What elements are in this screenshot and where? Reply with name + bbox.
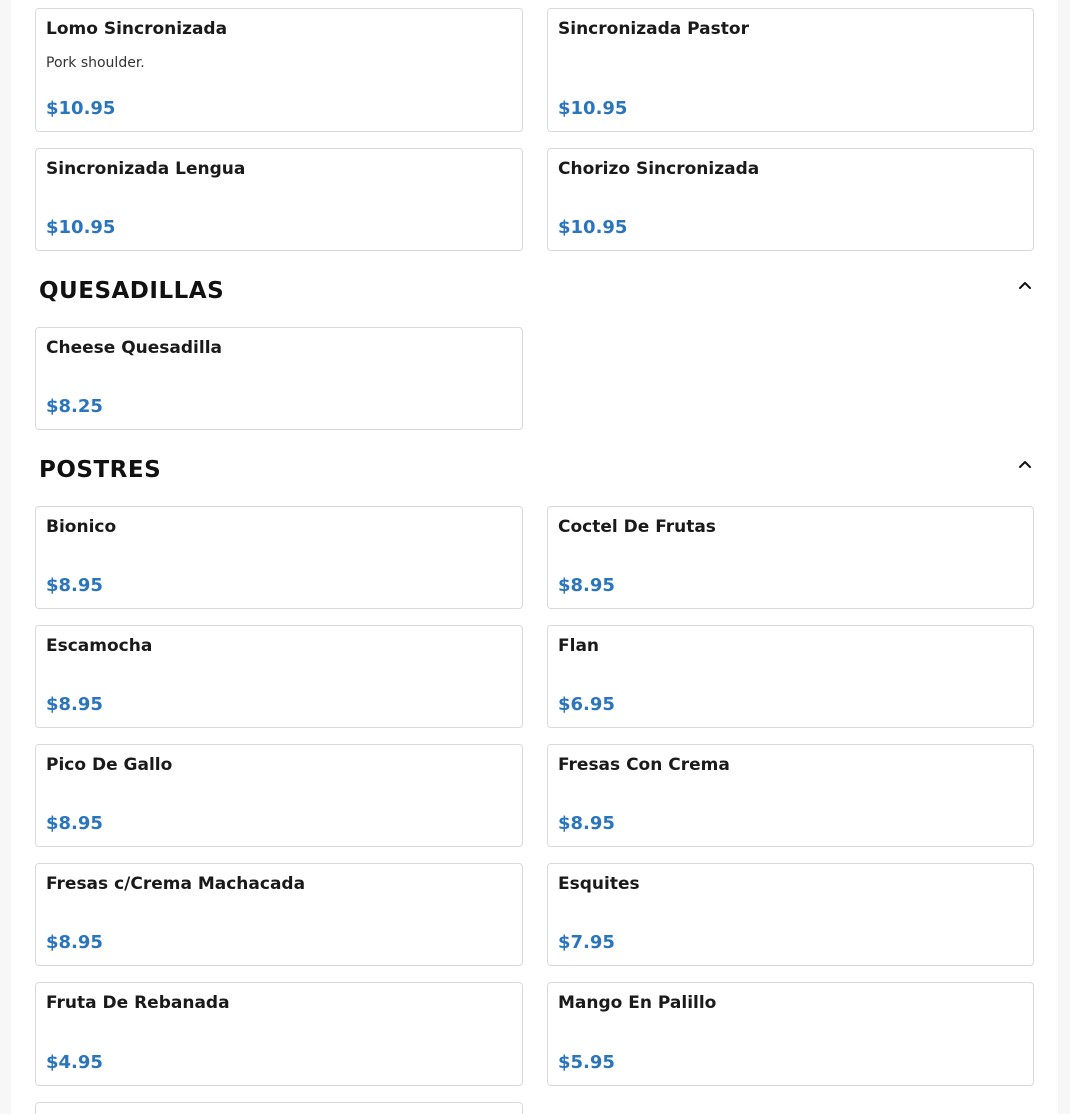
menu-item-card[interactable]	[35, 982, 523, 1086]
menu-item-card[interactable]	[35, 327, 523, 430]
item-name: Pico De Gallo	[46, 755, 173, 775]
item-price: $4.95	[46, 1052, 103, 1073]
chevron-up-icon[interactable]	[1014, 274, 1036, 296]
item-name: Flan	[558, 636, 600, 656]
item-price: $10.95	[46, 98, 116, 119]
menu-item-card[interactable]	[547, 625, 1034, 728]
item-price: $8.95	[46, 932, 103, 953]
menu-item-card[interactable]	[547, 506, 1034, 609]
item-price: $8.95	[46, 694, 103, 715]
item-price: $8.95	[46, 575, 103, 596]
section-title-postres: POSTRES	[39, 457, 162, 483]
menu-item-card[interactable]	[35, 625, 523, 728]
menu-item-card[interactable]	[35, 148, 523, 251]
item-price: $10.95	[558, 217, 628, 238]
item-name: Sincronizada Lengua	[46, 159, 246, 179]
item-name: Sincronizada Pastor	[558, 19, 749, 39]
item-name: Cheese Quesadilla	[46, 338, 223, 358]
item-name: Chorizo Sincronizada	[558, 159, 760, 179]
item-price: $5.95	[558, 1052, 615, 1073]
item-price: $6.95	[558, 694, 615, 715]
menu-item-card[interactable]	[35, 863, 523, 966]
item-name: Lomo Sincronizada	[46, 19, 228, 39]
item-price: $8.95	[558, 813, 615, 834]
item-name: Fresas Con Crema	[558, 755, 730, 775]
item-name: Escamocha	[46, 636, 153, 656]
item-price: $8.25	[46, 396, 103, 417]
menu-item-card[interactable]	[547, 148, 1034, 251]
item-name: Bionico	[46, 517, 117, 537]
item-price: $8.95	[558, 575, 615, 596]
item-name: Fruta De Rebanada	[46, 993, 230, 1013]
item-name: Mango En Palillo	[558, 993, 717, 1013]
menu-item-card[interactable]	[547, 982, 1034, 1086]
item-name: Coctel De Frutas	[558, 517, 716, 537]
item-price: $10.95	[46, 217, 116, 238]
item-name: Fresas c/Crema Machacada	[46, 874, 306, 894]
item-price: $8.95	[46, 813, 103, 834]
menu-item-card[interactable]	[35, 744, 523, 847]
menu-item-card[interactable]	[547, 8, 1034, 132]
item-price: $7.95	[558, 932, 615, 953]
item-price: $10.95	[558, 98, 628, 119]
menu-item-card[interactable]	[547, 744, 1034, 847]
chevron-up-icon[interactable]	[1014, 453, 1036, 475]
menu-page	[11, 0, 1058, 1114]
menu-item-card[interactable]	[35, 1102, 523, 1114]
menu-item-card[interactable]	[35, 8, 523, 132]
item-name: Esquites	[558, 874, 640, 894]
menu-item-card[interactable]	[35, 506, 523, 609]
section-title-quesadillas: QUESADILLAS	[39, 278, 225, 304]
item-description: Pork shoulder.	[46, 55, 145, 71]
menu-item-card[interactable]	[547, 863, 1034, 966]
